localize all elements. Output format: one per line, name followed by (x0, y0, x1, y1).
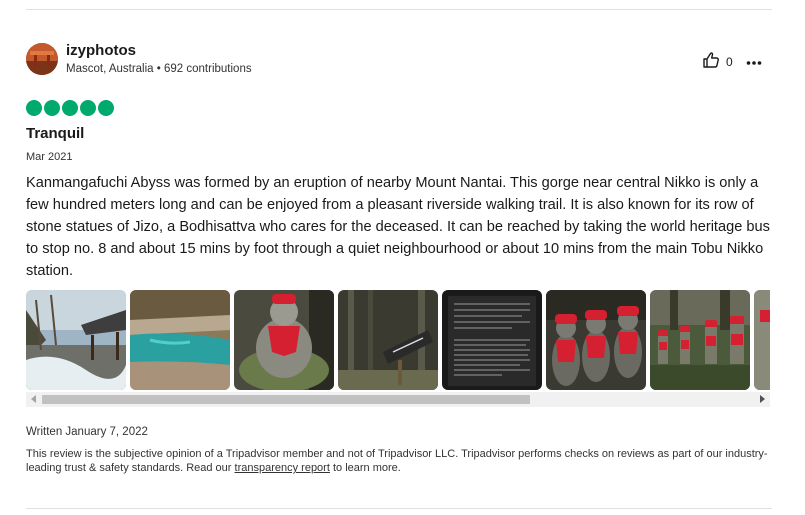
review-photo-river-pavilion[interactable] (26, 290, 126, 390)
avatar[interactable] (26, 43, 58, 75)
disclaimer (26, 447, 776, 475)
disclaimer-text: This review is the subjective opinion of a Tripadvisor member and not of Tripadvisor LLC. Tripadvisor performs checks on reviews as part of our industry-leading trust & safety standards. Read our (26, 448, 768, 474)
scroll-thumb[interactable] (42, 395, 530, 404)
thumbs-up-icon (703, 52, 720, 71)
review-title[interactable]: Tranquil (26, 125, 85, 142)
bottom-divider (26, 508, 772, 509)
review-photo-jizo-row-red-caps[interactable] (546, 290, 646, 390)
review-photo-wooden-signpost[interactable] (338, 290, 438, 390)
helpful-vote-button[interactable] (703, 52, 733, 71)
helpful-count: 0 (726, 54, 733, 69)
review-photo-turquoise-river[interactable] (130, 290, 230, 390)
written-date: Written January 7, 2022 (26, 426, 148, 438)
transparency-report-link[interactable]: transparency report (234, 462, 330, 474)
user-info (66, 63, 252, 75)
scroll-left-icon[interactable] (31, 395, 36, 403)
top-divider (26, 9, 772, 10)
rating-bubbles (26, 100, 114, 116)
photo-strip[interactable] (26, 290, 770, 390)
review-photo-jizo-row-moss[interactable] (650, 290, 750, 390)
review-photo-jizo-statue-closeup[interactable] (234, 290, 334, 390)
rating-bubble (26, 100, 42, 116)
rating-bubble (62, 100, 78, 116)
user-location: Mascot, Australia (66, 63, 154, 75)
review-photo-partial-photo[interactable] (754, 290, 770, 390)
rating-bubble (98, 100, 114, 116)
photo-strip-scrollbar[interactable] (26, 392, 770, 407)
review-text: Kanmangafuchi Abyss was formed by an eruption of nearby Mount Nantai. This gorge near central Nikko is only a few hundred meters long and can be enjoyed from a pleasant riverside walking trail. It is also known for its row of stone statues of Jizo, a Bodhisattva who cares for the deceased. It can be reached by taking the world heritage bus to stop no. 8 and about 15 mins by foot through a quiet neighbourhood or about 10 mins from the main Tobu Nikko station. (26, 175, 770, 279)
rating-bubble (44, 100, 60, 116)
rating-bubble (80, 100, 96, 116)
more-options-icon[interactable] (746, 51, 762, 69)
review-photo-information-board[interactable] (442, 290, 542, 390)
review-date: Mar 2021 (26, 151, 73, 163)
user-contributions: 692 contributions (164, 63, 252, 75)
disclaimer-suffix: to learn more. (329, 462, 401, 474)
username-link[interactable]: izyphotos (66, 42, 136, 59)
info-separator: • (153, 63, 164, 75)
scroll-right-icon[interactable] (760, 395, 765, 403)
